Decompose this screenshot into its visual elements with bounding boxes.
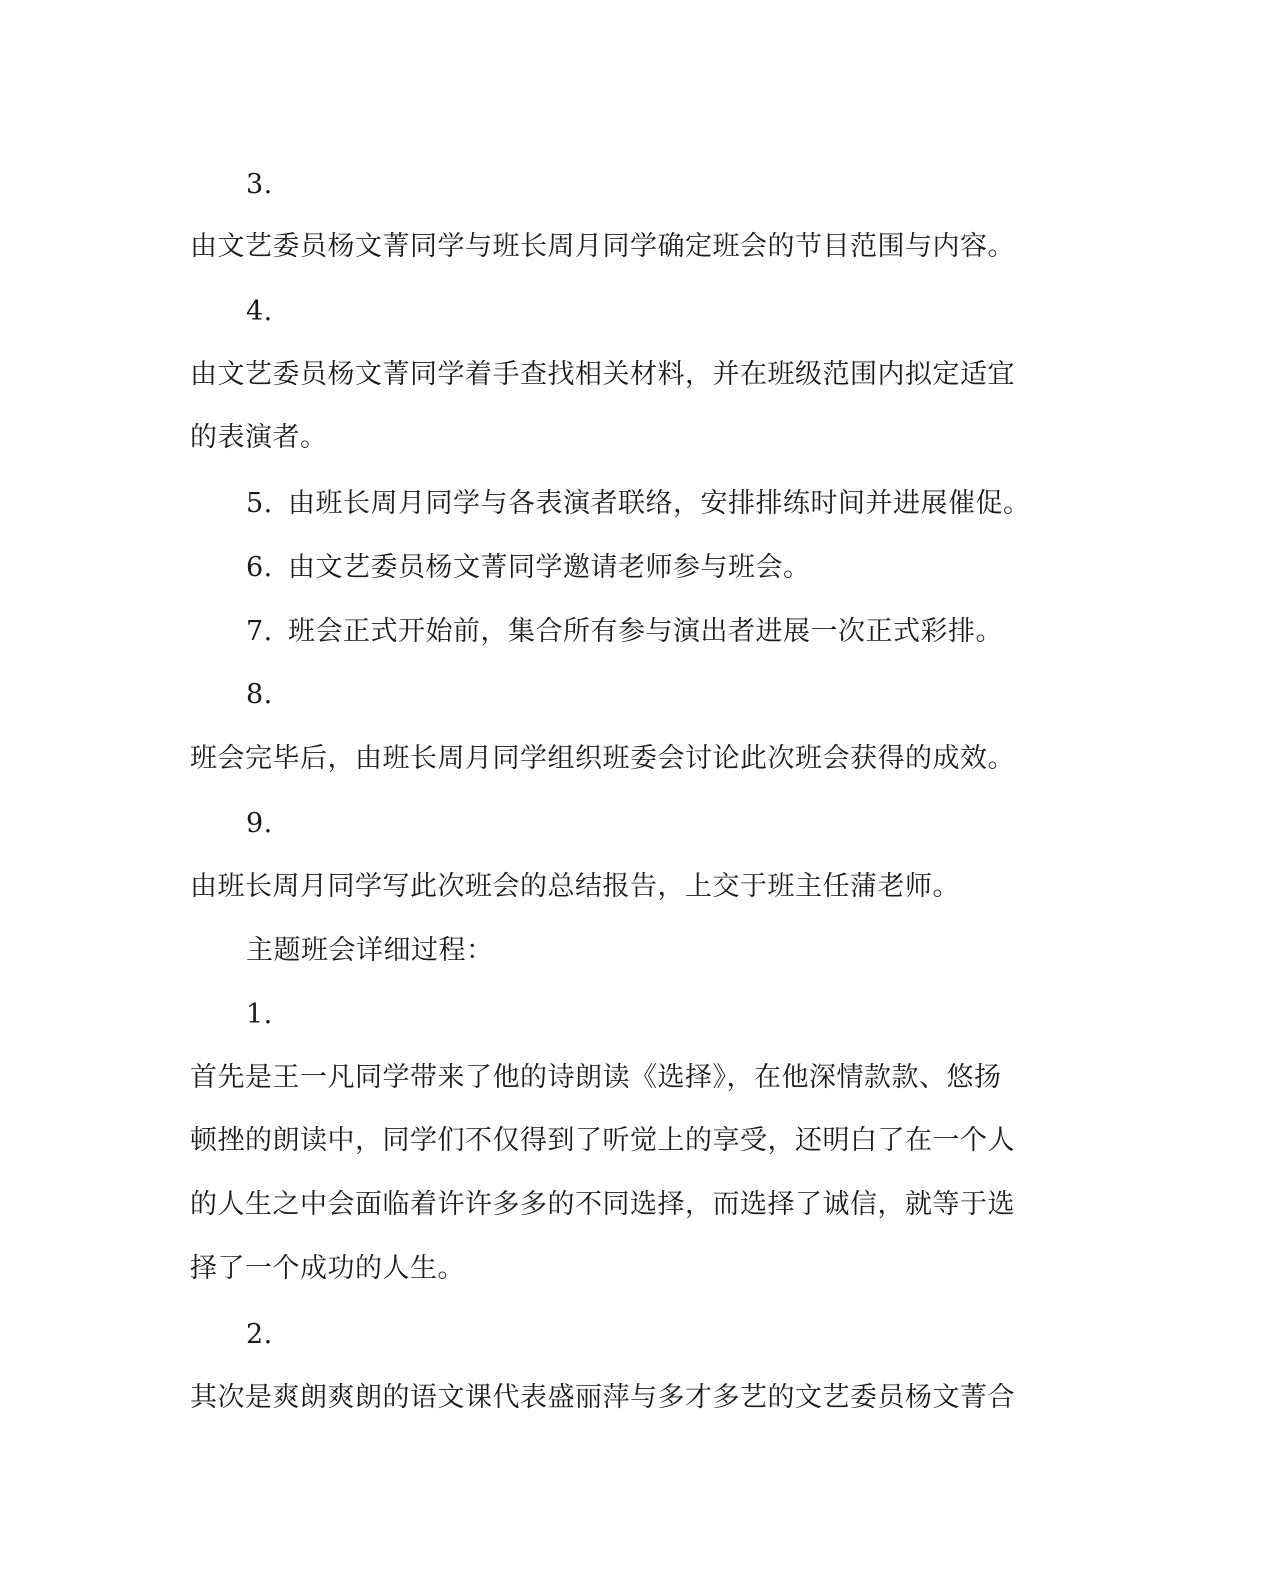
item-6-text: 由文艺委员杨文菁同学邀请老师参与班会。 bbox=[288, 552, 811, 583]
item-4-number: 4. bbox=[246, 296, 273, 327]
item-3-number: 3. bbox=[246, 169, 273, 200]
item-4-text-line-2: 的表演者。 bbox=[190, 422, 328, 453]
item-9-text: 由班长周月同学写此次班会的总结报告，上交于班主任蒲老师。 bbox=[190, 871, 960, 902]
step-2-line-1: 其次是爽朗爽朗的语文课代表盛丽萍与多才多艺的文艺委员杨文菁合 bbox=[190, 1382, 1015, 1413]
process-heading: 主题班会详细过程： bbox=[246, 935, 494, 966]
item-6-number: 6. bbox=[246, 552, 273, 583]
step-1-line-4: 择了一个成功的人生。 bbox=[190, 1253, 465, 1284]
step-1-line-3: 的人生之中会面临着许许多多的不同选择，而选择了诚信，就等于选 bbox=[190, 1189, 1015, 1220]
item-4-text-line-1: 由文艺委员杨文菁同学着手查找相关材料，并在班级范围内拟定适宜 bbox=[190, 359, 1015, 390]
item-5-text: 由班长周月同学与各表演者联络，安排排练时间并进展催促。 bbox=[288, 488, 1031, 519]
item-5 bbox=[246, 486, 1126, 522]
step-2-number: 2. bbox=[246, 1319, 273, 1350]
item-8-text: 班会完毕后，由班长周月同学组织班委会讨论此次班会获得的成效。 bbox=[190, 743, 1015, 774]
item-6 bbox=[246, 550, 1126, 586]
item-7-number: 7. bbox=[246, 616, 273, 647]
item-9-number: 9. bbox=[246, 808, 273, 839]
item-5-number: 5. bbox=[246, 488, 273, 519]
step-1-line-2: 顿挫的朗读中，同学们不仅得到了听觉上的享受，还明白了在一个人 bbox=[190, 1125, 1015, 1156]
item-3-text: 由文艺委员杨文菁同学与班长周月同学确定班会的节目范围与内容。 bbox=[190, 231, 1015, 262]
step-1-line-1: 首先是王一凡同学带来了他的诗朗读《选择》，在他深情款款、悠扬 bbox=[190, 1062, 1002, 1093]
item-8-number: 8. bbox=[246, 679, 273, 710]
item-7-text: 班会正式开始前，集合所有参与演出者进展一次正式彩排。 bbox=[288, 616, 1003, 647]
step-1-number: 1. bbox=[246, 999, 273, 1030]
item-7 bbox=[246, 614, 1126, 650]
